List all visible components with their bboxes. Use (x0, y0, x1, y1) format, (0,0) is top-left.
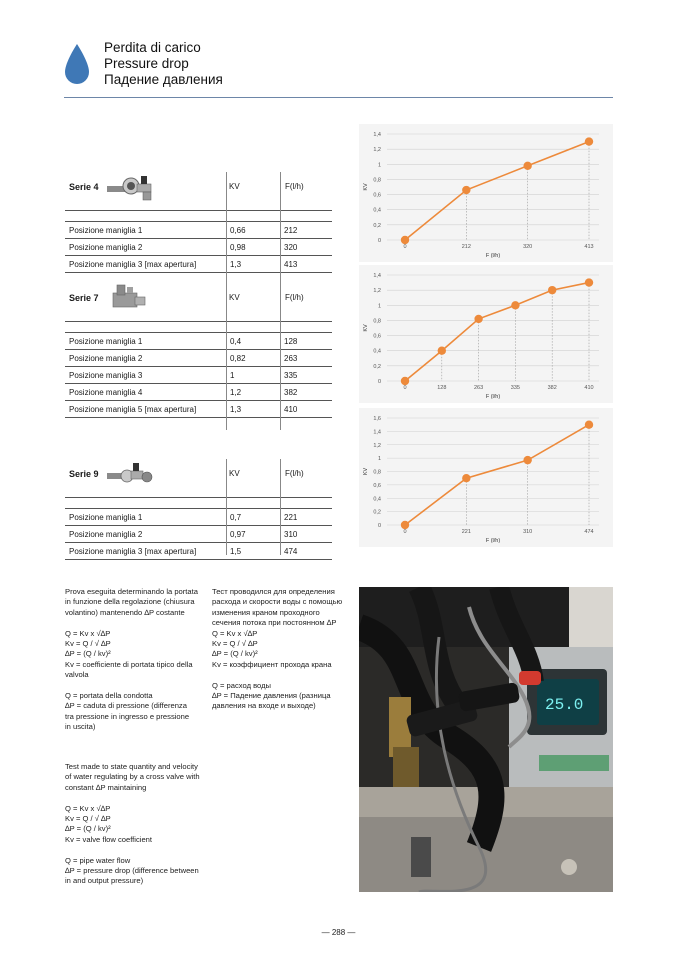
y-tick-label: 0,2 (373, 222, 381, 229)
data-point (548, 286, 556, 294)
y-tick-label: 1,6 (373, 416, 381, 422)
column-flow: F(l/h) (285, 182, 304, 191)
x-tick-label: 474 (584, 529, 594, 535)
y-tick-label: 0,6 (373, 482, 381, 489)
page-number: — 288 — (321, 928, 356, 937)
table-row: Posizione maniglia 3 1 335 (65, 367, 332, 384)
y-tick-label: 1,2 (373, 442, 381, 449)
series-name: Serie 7 (69, 293, 99, 303)
column-kv: KV (229, 182, 240, 191)
y-tick-label: 1,2 (373, 147, 381, 154)
table-header (65, 283, 332, 322)
series-name: Serie 4 (69, 182, 99, 192)
table-row: Posizione maniglia 5 [max apertura] 1,3 410 (65, 401, 332, 418)
data-point (585, 420, 593, 428)
data-point (401, 377, 409, 385)
text-russian: Тест проводился для определения расхода и скорости воды с помощью изменения краном проходного сечения потока при постоянном ∆P Q = Kv x √∆P Kv = Q / √ ∆P ∆P = (Q / kv)² Kv = коэффициент прохода крана Q = расход воды ∆P = Падение давления (разница давления на входе и выходе) (212, 587, 343, 711)
table-row: Posizione maniglia 1 0,66 212 (65, 222, 332, 239)
x-axis-label: F (l/h) (485, 394, 501, 400)
x-tick-label: 212 (461, 244, 471, 250)
data-point (462, 474, 470, 482)
chart-serie-7 (359, 265, 613, 403)
table-serie-9 (65, 459, 332, 560)
y-tick-label: 0,8 (373, 318, 381, 325)
test-rig-photo (359, 587, 613, 892)
y-tick-label: 1,4 (373, 132, 381, 138)
y-tick-label: 1 (377, 162, 381, 169)
column-kv: KV (229, 469, 240, 478)
data-point (401, 236, 409, 244)
y-tick-label: 0,4 (373, 207, 381, 214)
y-tick-label: 0,2 (373, 363, 381, 370)
text-italian: Prova eseguita determinando la portata in funzione della regolazione (chiusura volantino) mantenendo ∆P costante Q = Kv x √∆P Kv = Q / √ ∆P ∆P = (Q / kv)² Kv = coefficiente di portata tipico della valvola Q = portata della condotta ∆P = caduta di pressione (differenza tra pressione in ingresso e pressione in uscita) (65, 587, 198, 732)
y-tick-label: 1 (377, 303, 381, 310)
table-row: Posizione maniglia 1 0,4 128 (65, 333, 332, 350)
y-tick-label: 1 (377, 456, 381, 463)
table-row: Posizione maniglia 1 0,7 221 (65, 509, 332, 526)
series-line (405, 283, 589, 381)
data-point (401, 521, 409, 529)
data-point (511, 301, 519, 309)
x-axis-label: F (l/h) (485, 253, 501, 259)
x-tick-label: 413 (584, 244, 594, 250)
y-axis-label: KV (363, 324, 369, 332)
table-serie-7 (65, 283, 332, 418)
column-flow: F(l/h) (285, 469, 304, 478)
chart-serie-4 (359, 124, 613, 262)
valve-serie-4-image (105, 172, 155, 204)
table-row: Posizione maniglia 4 1,2 382 (65, 384, 332, 401)
table-row: Posizione maniglia 2 0,97 310 (65, 526, 332, 543)
x-tick-label: 263 (474, 385, 484, 391)
series-line (405, 142, 589, 240)
header-divider (64, 97, 613, 98)
y-tick-label: 0 (377, 238, 381, 244)
data-point (585, 278, 593, 286)
y-axis-label: KV (363, 467, 369, 476)
table-header (65, 172, 332, 211)
y-tick-label: 0,8 (373, 177, 381, 184)
page-title (104, 40, 223, 88)
data-point (462, 186, 470, 194)
y-tick-label: 0,2 (373, 509, 381, 516)
x-tick-label: 0 (403, 244, 407, 250)
series-line (405, 425, 589, 525)
table-header (65, 459, 332, 498)
y-tick-label: 0,6 (373, 192, 381, 199)
y-tick-label: 0,6 (373, 333, 381, 340)
table-row: Posizione maniglia 3 [max apertura] 1,3 413 (65, 256, 332, 273)
data-point (474, 315, 482, 323)
title-russian: Падение давления (104, 72, 223, 87)
y-tick-label: 1,2 (373, 288, 381, 295)
data-point (585, 137, 593, 145)
title-italian: Perdita di carico (104, 40, 201, 55)
x-tick-label: 410 (584, 385, 594, 391)
x-tick-label: 335 (510, 385, 520, 391)
data-point (523, 162, 531, 170)
x-tick-label: 310 (523, 529, 533, 535)
y-tick-label: 0,8 (373, 469, 381, 476)
x-tick-label: 221 (461, 529, 471, 535)
x-tick-label: 382 (547, 385, 557, 391)
table-row: Posizione maniglia 2 0,98 320 (65, 239, 332, 256)
text-english: Test made to state quantity and velocity of water regulating by a cross valve with constant ∆P maintaining Q = Kv x √∆P Kv = Q / √ ∆P ∆P = (Q / kv)² Kv = valve flow coefficient Q = pipe water flow ∆P = pressure drop (difference between in and output pressure) (65, 762, 200, 886)
y-tick-label: 1,4 (373, 429, 381, 436)
y-tick-label: 0 (377, 523, 381, 529)
y-axis-label: KV (363, 183, 369, 191)
series-name: Serie 9 (69, 469, 99, 479)
table-row: Posizione maniglia 2 0,82 263 (65, 350, 332, 367)
water-drop-icon (62, 42, 92, 86)
chart-serie-9 (359, 408, 613, 547)
y-tick-label: 0,4 (373, 496, 381, 503)
y-tick-label: 0 (377, 379, 381, 385)
x-tick-label: 320 (523, 244, 533, 250)
y-tick-label: 0,4 (373, 348, 381, 355)
data-point (438, 347, 446, 355)
display-readout: 25.0 (545, 696, 584, 714)
valve-serie-7-image (105, 283, 155, 315)
column-flow: F(l/h) (285, 293, 304, 302)
x-axis-label: F (l/h) (485, 538, 501, 544)
y-tick-label: 1,4 (373, 273, 381, 279)
x-tick-label: 0 (403, 529, 407, 535)
table-row: Posizione maniglia 3 [max apertura] 1,5 474 (65, 543, 332, 560)
column-kv: KV (229, 293, 240, 302)
x-tick-label: 128 (437, 385, 447, 391)
x-tick-label: 0 (403, 385, 407, 391)
table-serie-4 (65, 172, 332, 273)
data-point (523, 456, 531, 464)
title-english: Pressure drop (104, 56, 189, 71)
valve-serie-9-image (105, 459, 155, 491)
